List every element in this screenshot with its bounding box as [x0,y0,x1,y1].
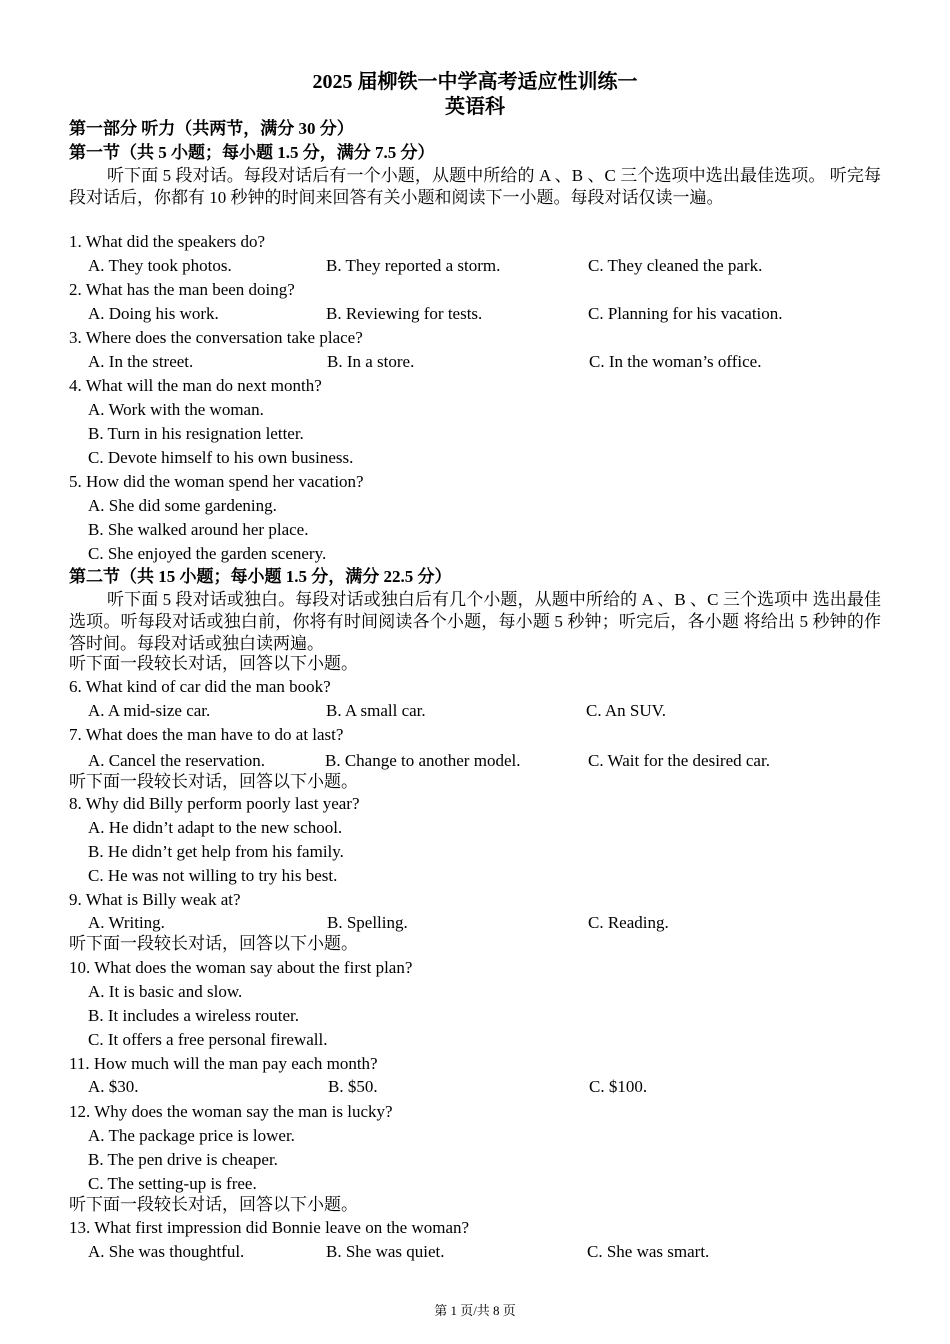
option-13c: C. She was smart. [587,1242,710,1261]
option-3b: B. In a store. [327,352,415,371]
section1-instructions: 听下面 5 段对话。每段对话后有一个小题，从题中所给的 A 、B 、C 三个选项中选出最佳选项。 听完每段对话后，你都有 10 秒钟的时间来回答有关小题和阅读下一小题。每段对话仅读一遍。 [69,166,881,207]
option-5a: A. She did some gardening. [88,496,277,515]
option-4b: B. Turn in his resignation letter. [88,424,304,443]
question-3: 3. Where does the conversation take place? [69,328,363,347]
option-12a: A. The package price is lower. [88,1126,295,1145]
part1-heading: 第一部分 听力（共两节，满分 30 分） [69,119,354,138]
option-5c: C. She enjoyed the garden scenery. [88,544,327,563]
option-4a: A. Work with the woman. [88,400,264,419]
option-10c: C. It offers a free personal firewall. [88,1030,328,1049]
option-12b: B. The pen drive is cheaper. [88,1150,278,1169]
question-10: 10. What does the woman say about the first plan? [69,958,413,977]
option-1c: C. They cleaned the park. [588,256,763,275]
question-6: 6. What kind of car did the man book? [69,677,331,696]
option-7b: B. Change to another model. [325,751,521,770]
option-13b: B. She was quiet. [326,1242,445,1261]
option-3c: C. In the woman’s office. [589,352,762,371]
option-2b: B. Reviewing for tests. [326,304,483,323]
page-number: 第 1 页/共 8 页 [434,1303,516,1318]
option-6a: A. A mid-size car. [88,701,211,720]
option-7a: A. Cancel the reservation. [88,751,266,770]
section2-instructions: 听下面 5 段对话或独白。每段对话或独白后有几个小题，从题中所给的 A 、B 、C 三个选项中 选出最佳选项。听每段对话或独白前，你将有时间阅读各个小题，每小题 5 秒钟；听完后，各小题 将给出 5 秒钟的作答时间。每段对话或独白读两遍。 [69,590,881,653]
option-1a: A. They took photos. [88,256,232,275]
question-7: 7. What does the man have to do at last? [69,725,344,744]
option-13a: A. She was thoughtful. [88,1242,245,1261]
question-13: 13. What first impression did Bonnie leave on the woman? [69,1218,470,1237]
option-6c: C. An SUV. [586,701,666,720]
option-5b: B. She walked around her place. [88,520,309,539]
question-8: 8. Why did Billy perform poorly last year? [69,794,360,813]
option-2a: A. Doing his work. [88,304,219,323]
question-12: 12. Why does the woman say the man is lucky? [69,1102,393,1121]
question-4: 4. What will the man do next month? [69,376,322,395]
option-8a: A. He didn’t adapt to the new school. [88,818,343,837]
option-1b: B. They reported a storm. [326,256,501,275]
listen-note: 听下面一段较长对话，回答以下小题。 [69,772,358,791]
listen-note: 听下面一段较长对话，回答以下小题。 [69,654,358,673]
question-9: 9. What is Billy weak at? [69,890,241,909]
listen-note: 听下面一段较长对话，回答以下小题。 [69,934,358,953]
option-11a: A. $30. [88,1077,139,1096]
option-7c: C. Wait for the desired car. [588,751,770,770]
option-10b: B. It includes a wireless router. [88,1006,300,1025]
question-2: 2. What has the man been doing? [69,280,295,299]
section2-heading: 第二节（共 15 小题；每小题 1.5 分，满分 22.5 分） [69,567,452,586]
option-10a: A. It is basic and slow. [88,982,243,1001]
option-9a: A. Writing. [88,913,165,932]
option-8c: C. He was not willing to try his best. [88,866,338,885]
option-2c: C. Planning for his vacation. [588,304,783,323]
option-4c: C. Devote himself to his own business. [88,448,354,467]
option-6b: B. A small car. [326,701,426,720]
exam-title: 2025 届柳铁一中学高考适应性训练一 [312,71,638,93]
subject-title: 英语科 [445,96,505,118]
question-5: 5. How did the woman spend her vacation? [69,472,364,491]
listen-note: 听下面一段较长对话，回答以下小题。 [69,1195,358,1214]
option-9b: B. Spelling. [327,913,408,932]
option-11c: C. $100. [589,1077,648,1096]
option-12c: C. The setting-up is free. [88,1174,257,1193]
option-9c: C. Reading. [588,913,669,932]
question-11: 11. How much will the man pay each month? [69,1054,378,1073]
option-11b: B. $50. [328,1077,378,1096]
question-1: 1. What did the speakers do? [69,232,266,251]
option-8b: B. He didn’t get help from his family. [88,842,344,861]
option-3a: A. In the street. [88,352,194,371]
section1-heading: 第一节（共 5 小题；每小题 1.5 分，满分 7.5 分） [69,143,435,162]
